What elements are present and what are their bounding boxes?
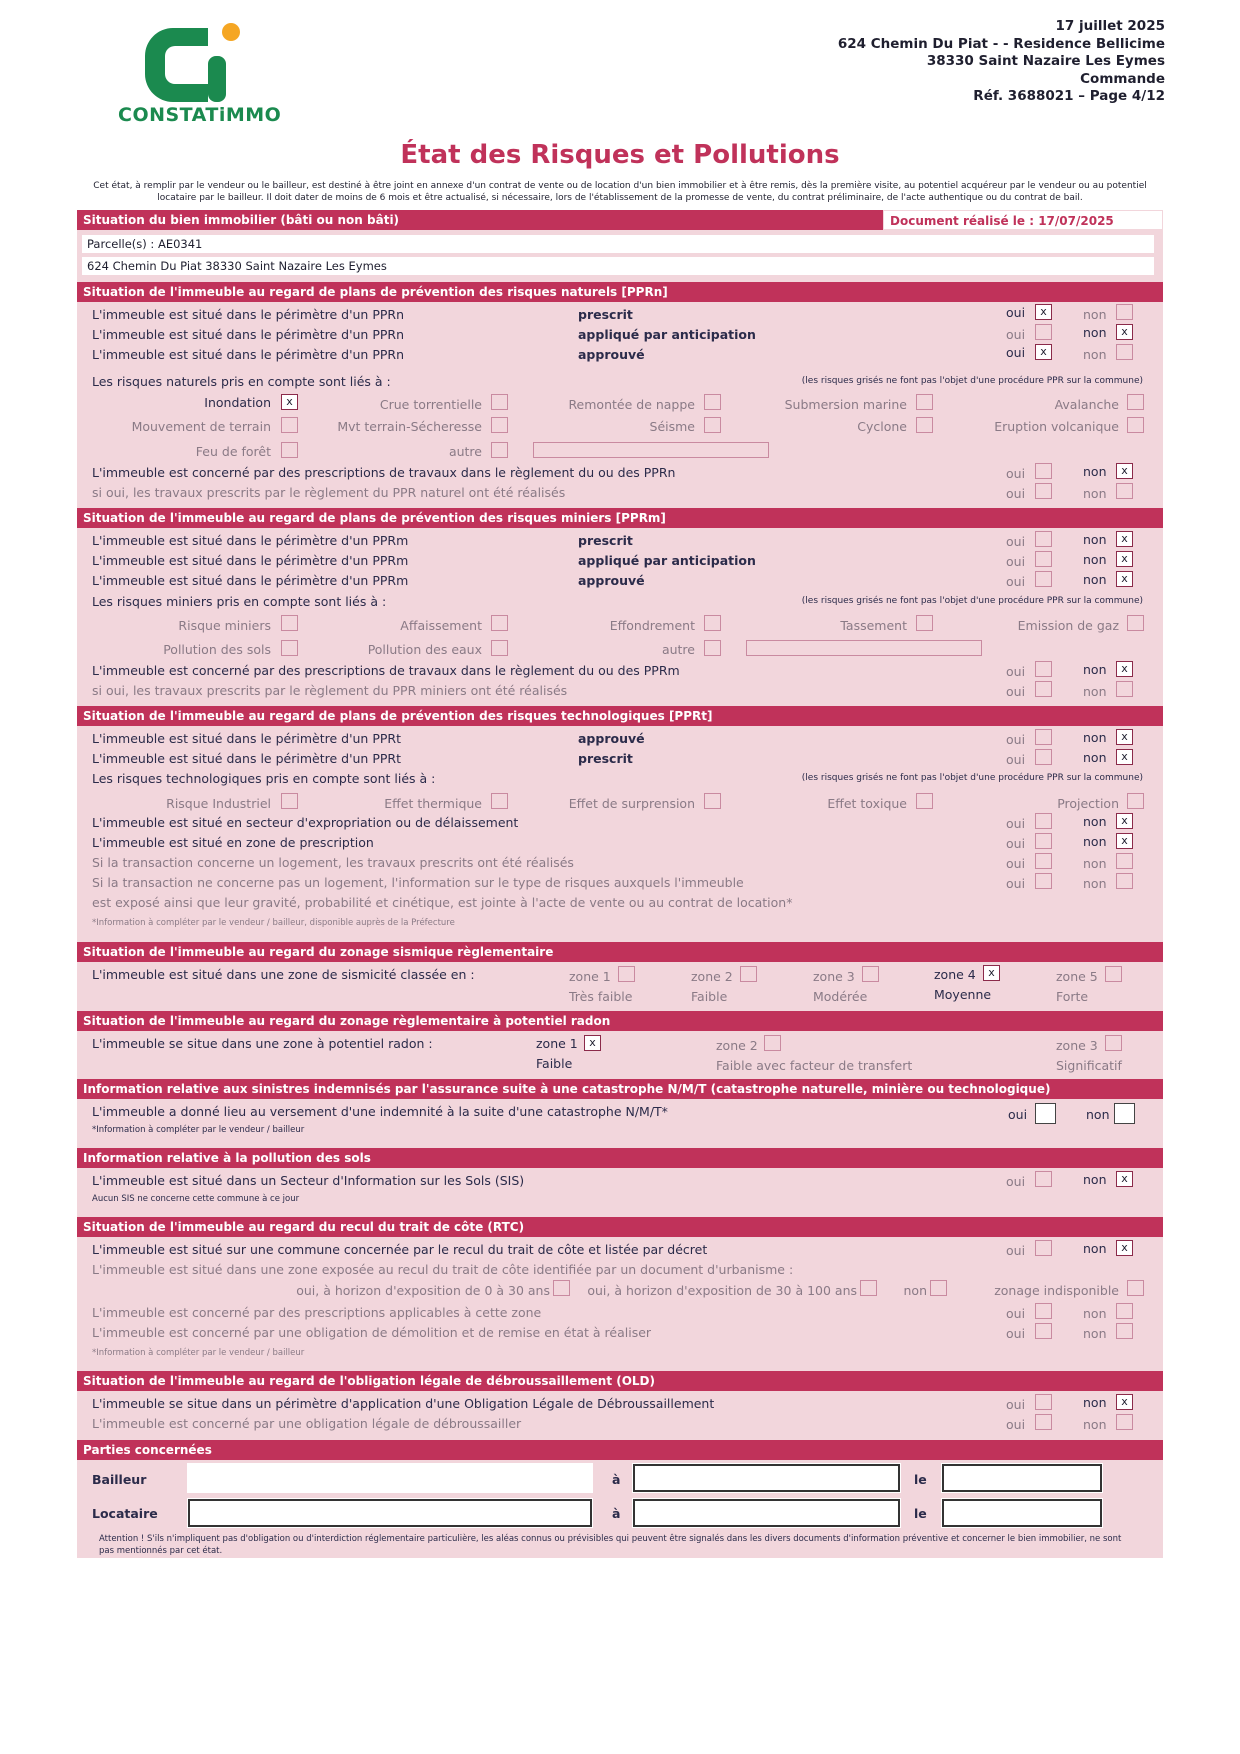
pprn-approuve-non-checkbox[interactable] [1116,344,1133,360]
pprt-approuve: approuvé [578,731,645,746]
risk-surpression: Effet de surprension [568,796,695,811]
risk-eruption-checkbox[interactable] [1127,417,1144,433]
rtc-opt-4-checkbox[interactable] [1127,1280,1144,1296]
risk-autre-input[interactable] [533,442,769,458]
oui-label: oui [1006,1174,1026,1189]
risk-toxique-checkbox[interactable] [916,793,933,809]
section-title-catnat: Information relative aux sinistres indemnisés par l'assurance suite à une catastrophe N/M/T (catastrophe naturelle, minière ou technologique) [77,1079,1163,1099]
sols-note: Aucun SIS ne concerne cette commune à ce jour [92,1194,300,1204]
risk-secheresse-checkbox[interactable] [491,417,508,433]
sols-line: L'immeuble est situé dans un Secteur d'Information sur les Sols (SIS) [92,1173,525,1188]
oui-label: oui [1006,876,1026,891]
pprm-works-non-checkbox[interactable]: x [1116,661,1133,677]
old-line-2: L'immeuble est concerné par une obligation légale de débroussailler [92,1416,522,1431]
non-label: non [1083,1326,1107,1341]
risk-affaissement: Affaissement [400,618,482,633]
oui-label: oui [1006,816,1026,831]
risk-miniers-checkbox[interactable] [281,615,298,631]
address-field: 624 Chemin Du Piat 38330 Saint Nazaire Les Eymes [82,257,1154,275]
risk-inondation-checkbox[interactable]: x [281,394,298,410]
rtc-line1-oui-checkbox[interactable] [1035,1240,1052,1256]
pprt-logement-non-checkbox[interactable] [1116,853,1133,869]
risk-pollution-eaux-checkbox[interactable] [491,640,508,656]
pprm-line-2: L'immeuble est situé dans le périmètre d'un PPRm [92,553,409,568]
pprn-line-1: L'immeuble est situé dans le périmètre d'un PPRn [92,307,405,322]
pprt-nonlog-oui-checkbox[interactable] [1035,873,1052,889]
bailleur-a-label: à [612,1472,621,1487]
non-label: non [1083,464,1107,479]
pprm-prescrit-non-checkbox[interactable]: x [1116,531,1133,547]
risk-submersion: Submersion marine [784,397,907,412]
risk-autre-checkbox[interactable] [491,442,508,458]
pprn-approuve: approuvé [578,347,645,362]
rtc-opt-2-checkbox[interactable] [860,1280,877,1296]
document-date-badge: Document réalisé le : 17/07/2025 [883,210,1163,230]
oui-label: oui [1006,856,1026,871]
risk-projection: Projection [1057,796,1119,811]
bailleur-date-field[interactable] [942,1464,1102,1492]
risk-seisme-checkbox[interactable] [704,417,721,433]
risk-miniers: Risque miniers [178,618,271,633]
pprt-approuve-non-checkbox[interactable]: x [1116,729,1133,745]
rtc-line-4: L'immeuble est concerné par une obligation de démolition et de remise en état à réaliser [92,1325,652,1340]
oui-label: oui [1008,1107,1028,1122]
risk-crue-checkbox[interactable] [491,394,508,410]
zone-4-label: zone 4 [934,967,976,982]
reference: Réf. 3688021 – Page 4/12 [973,88,1165,104]
zone-1-label: zone 1 [569,969,611,984]
pprt-prescr-zone: L'immeuble est situé en zone de prescription [92,835,374,850]
oui-label: oui [1006,486,1026,501]
pprt-expro-oui-checkbox[interactable] [1035,813,1052,829]
risk-effondrement: Effondrement [609,618,695,633]
non-label: non [1083,532,1107,547]
risk-surpression-checkbox[interactable] [704,793,721,809]
bailleur-name-field[interactable] [188,1464,592,1492]
pprt-approuve-oui-checkbox[interactable] [1035,729,1052,745]
risk-tassement: Tassement [840,618,907,633]
pprn-grey-note: (les risques grisés ne font pas l'objet d'une procédure PPR sur la commune) [801,376,1143,386]
rtc-line-3: L'immeuble est concerné par des prescriptions applicables à cette zone [92,1305,542,1320]
pprn-anticipation-non-checkbox[interactable]: x [1116,324,1133,340]
risk-cyclone-checkbox[interactable] [916,417,933,433]
rtc-line-1: L'immeuble est situé sur une commune concernée par le recul du trait de côte et listée par décret [92,1242,708,1257]
risk-thermique: Effet thermique [384,796,482,811]
old-line2-non-checkbox[interactable] [1116,1414,1133,1430]
zone-5-level: Forte [1056,989,1089,1004]
pprn-works-non-checkbox[interactable]: x [1116,463,1133,479]
pprn-approuve-oui-checkbox[interactable]: x [1035,344,1052,360]
sismique-line: L'immeuble est situé dans une zone de sismicité classée en : [92,967,475,982]
pprm-anticipation-oui-checkbox[interactable] [1035,551,1052,567]
page-header [0,0,1240,140]
radon-zone-1-level: Faible [536,1056,573,1071]
non-label: non [1083,572,1107,587]
oui-label: oui [1006,1326,1026,1341]
catnat-oui-checkbox[interactable] [1035,1103,1056,1124]
rtc-opt-3-checkbox[interactable] [930,1280,947,1296]
pprt-logement: Si la transaction concerne un logement, les travaux prescrits ont été réalisés [92,855,574,870]
non-label: non [1083,1172,1107,1187]
risk-feu: Feu de forêt [195,444,271,459]
attention-note: Attention ! S'ils n'impliquent pas d'obligation ou d'interdiction réglementaire particulière, les aléas connus ou prévisibles qui peuvent être signalés dans les divers documents d'information préventive et concerner le bien immobilier, ne sont pas mentionnés par cet état. [99,1534,1122,1556]
risk-gaz-checkbox[interactable] [1127,615,1144,631]
pprt-grey-note: (les risques grisés ne font pas l'objet d'une procédure PPR sur la commune) [801,773,1143,783]
pprn-risks-label: Les risques naturels pris en compte sont liés à : [92,374,391,389]
rtc-opt-2: oui, à horizon d'exposition de 30 à 100 ans [587,1283,857,1298]
risk-tassement-checkbox[interactable] [916,615,933,631]
pprt-non-logement-2: est exposé ainsi que leur gravité, probabilité et cinétique, est jointe à l'acte de vente ou au contrat de location* [92,895,793,910]
non-label: non [1083,1417,1107,1432]
oui-label: oui [1006,1417,1026,1432]
catnat-line: L'immeuble a donné lieu au versement d'une indemnité à la suite d'une catastrophe N/M/T* [92,1104,668,1119]
non-label: non [1083,814,1107,829]
non-label: non [1083,876,1107,891]
zone-5-label: zone 5 [1056,969,1098,984]
zone-1-level: Très faible [569,989,633,1004]
radon-line: L'immeuble se situe dans une zone à potentiel radon : [92,1036,433,1051]
risk-industriel-checkbox[interactable] [281,793,298,809]
oui-label: oui [1006,534,1026,549]
non-label: non [1083,325,1107,340]
address-line-2: 38330 Saint Nazaire Les Eymes [926,53,1165,69]
risk-feu-checkbox[interactable] [281,442,298,458]
risk-projection-checkbox[interactable] [1127,793,1144,809]
sismique-zone-1-checkbox[interactable] [618,966,635,982]
rtc-note: *Information à compléter par le vendeur / bailleur [92,1348,305,1358]
page-title: État des Risques et Pollutions [400,140,840,170]
risk-nappe-checkbox[interactable] [704,394,721,410]
section-title-sols: Information relative à la pollution des sols [77,1148,1163,1168]
old-line2-oui-checkbox[interactable] [1035,1414,1052,1430]
oui-label: oui [1006,1306,1026,1321]
pprm-works-oui-checkbox[interactable] [1035,661,1052,677]
non-label: non [1083,1241,1107,1256]
rtc-opt-1: oui, à horizon d'exposition de 0 à 30 ans [296,1283,550,1298]
pprt-expro: L'immeuble est situé en secteur d'expropriation ou de délaissement [92,815,519,830]
pprm-grey-note: (les risques grisés ne font pas l'objet d'une procédure PPR sur la commune) [801,596,1143,606]
risk-autre: autre [448,444,482,459]
locataire-label: Locataire [92,1506,158,1521]
pprm-approuve-oui-checkbox[interactable] [1035,571,1052,587]
section-title-sismique: Situation de l'immeuble au regard du zonage sismique règlementaire [77,942,1163,962]
pprt-prescr-non-checkbox[interactable]: x [1116,833,1133,849]
pprt-line-1: L'immeuble est situé dans le périmètre d'un PPRt [92,731,401,746]
risk-nappe: Remontée de nappe [568,397,695,412]
pprn-prescrit: prescrit [578,307,633,322]
non-label: non [1083,662,1107,677]
zone-3-level: Modérée [813,989,868,1004]
pprm-prescrit: prescrit [578,533,633,548]
pprm-line-1: L'immeuble est situé dans le périmètre d'un PPRm [92,533,409,548]
risk-avalanche-checkbox[interactable] [1127,394,1144,410]
pprm-approuve-non-checkbox[interactable]: x [1116,571,1133,587]
pprt-prescrit: prescrit [578,751,633,766]
zone-3-label: zone 3 [813,969,855,984]
pprt-prescr-oui-checkbox[interactable] [1035,833,1052,849]
rtc-line1-non-checkbox[interactable]: x [1116,1240,1133,1256]
radon-zone-3-level: Significatif [1056,1058,1122,1073]
radon-zone-2-checkbox[interactable] [764,1035,781,1051]
oui-label: oui [1006,327,1026,342]
pprt-risks-label: Les risques technologiques pris en compte sont liés à : [92,771,436,786]
old-line1-oui-checkbox[interactable] [1035,1394,1052,1410]
pprm-done-oui-checkbox[interactable] [1035,681,1052,697]
risk-inondation: Inondation [204,395,271,410]
pprt-non-logement-1: Si la transaction ne concerne pas un logement, l'information sur le type de risques auxquels l'immeuble [92,875,744,890]
sols-oui-checkbox[interactable] [1035,1171,1052,1187]
non-label: non [1083,750,1107,765]
section-title-pprt: Situation de l'immeuble au regard de plans de prévention des risques technologiques [PPRt] [77,706,1163,726]
pprt-expro-non-checkbox[interactable]: x [1116,813,1133,829]
risk-autre-miniers: autre [661,642,695,657]
non-label: non [1083,552,1107,567]
oui-label: oui [1006,752,1026,767]
zone-4-level: Moyenne [934,987,992,1002]
sismique-zone-4-checkbox[interactable]: x [983,965,1000,981]
non-label: non [1083,856,1107,871]
locataire-le-label: le [914,1506,927,1521]
pprn-works-done: si oui, les travaux prescrits par le règlement du PPR naturel ont été réalisés [92,485,566,500]
sols-non-checkbox[interactable]: x [1116,1171,1133,1187]
oui-label: oui [1006,1243,1026,1258]
oui-label: oui [1006,732,1026,747]
oui-label: oui [1006,1397,1026,1412]
pprm-works: L'immeuble est concerné par des prescriptions de travaux dans le règlement du ou des PPRm [92,663,680,678]
section-title-rtc: Situation de l'immeuble au regard du recul du trait de côte (RTC) [77,1217,1163,1237]
rtc-opt-3: non [903,1283,927,1298]
pprt-prescrit-oui-checkbox[interactable] [1035,749,1052,765]
document-date: 17 juillet 2025 [1055,18,1165,34]
oui-label: oui [1006,554,1026,569]
logo-text: CONSTATiMMO [118,104,282,126]
oui-label: oui [1006,345,1026,360]
pprt-note: *Information à compléter par le vendeur / bailleur, disponible auprès de la Préfecture [92,918,455,928]
non-label: non [1083,1395,1107,1410]
risk-eruption: Eruption volcanique [994,419,1119,434]
oui-label: oui [1006,836,1026,851]
section-title-radon: Situation de l'immeuble au regard du zonage règlementaire à potentiel radon [77,1011,1163,1031]
risk-gaz: Emission de gaz [1017,618,1119,633]
non-label: non [1083,834,1107,849]
risk-mouvement: Mouvement de terrain [131,419,271,434]
radon-zone-3-label: zone 3 [1056,1038,1098,1053]
risk-toxique: Effet toxique [827,796,907,811]
catnat-non-checkbox[interactable] [1114,1103,1135,1124]
non-label: non [1083,730,1107,745]
sismique-zone-2-checkbox[interactable] [740,966,757,982]
non-label: non [1083,1306,1107,1321]
non-label: non [1083,486,1107,501]
pprn-anticipation: appliqué par anticipation [578,327,756,342]
old-line1-non-checkbox[interactable]: x [1116,1394,1133,1410]
oui-label: oui [1006,684,1026,699]
pprm-prescrit-oui-checkbox[interactable] [1035,531,1052,547]
radon-zone-1-checkbox[interactable]: x [584,1035,601,1051]
erp-form [77,210,1163,1558]
risk-seisme: Séisme [649,419,695,434]
risk-industriel: Risque Industriel [166,796,271,811]
non-label: non [1083,307,1107,322]
oui-label: oui [1006,574,1026,589]
pprm-approuve: approuvé [578,573,645,588]
rtc-line4-non-checkbox[interactable] [1116,1323,1133,1339]
pprm-anticipation: appliqué par anticipation [578,553,756,568]
risk-cyclone: Cyclone [857,419,907,434]
pprn-works-oui-checkbox[interactable] [1035,463,1052,479]
non-label: non [1083,347,1107,362]
risk-mouvement-checkbox[interactable] [281,417,298,433]
pprn-done-non-checkbox[interactable] [1116,483,1133,499]
section-title-pprn: Situation de l'immeuble au regard de plans de prévention des risques naturels [PPRn] [77,282,1163,302]
rtc-opt-1-checkbox[interactable] [553,1280,570,1296]
section-title-pprm: Situation de l'immeuble au regard de plans de prévention des risques miniers [PPRm] [77,508,1163,528]
risk-secheresse: Mvt terrain-Sécheresse [337,419,482,434]
pprn-line-2: L'immeuble est situé dans le périmètre d'un PPRn [92,327,405,342]
risk-avalanche: Avalanche [1054,397,1119,412]
risk-affaissement-checkbox[interactable] [491,615,508,631]
pprn-works: L'immeuble est concerné par des prescriptions de travaux dans le règlement du ou des PPRn [92,465,676,480]
pprn-prescrit-non-checkbox[interactable] [1116,304,1133,320]
sismique-zone-5-checkbox[interactable] [1105,966,1122,982]
pprm-line-3: L'immeuble est situé dans le périmètre d'un PPRm [92,573,409,588]
locataire-date-field[interactable] [942,1499,1102,1527]
rtc-line3-non-checkbox[interactable] [1116,1303,1133,1319]
parcelles-field: Parcelle(s) : AE0341 [82,235,1154,253]
oui-label: oui [1006,305,1026,320]
pprn-prescrit-oui-checkbox[interactable]: x [1035,304,1052,320]
old-line-1: L'immeuble se situe dans un périmètre d'application d'une Obligation Légale de Débroussaillement [92,1396,715,1411]
locataire-name-field[interactable] [188,1499,592,1527]
rtc-line3-oui-checkbox[interactable] [1035,1303,1052,1319]
pprt-nonlog-non-checkbox[interactable] [1116,873,1133,889]
locataire-a-label: à [612,1506,621,1521]
pprm-done-non-checkbox[interactable] [1116,681,1133,697]
risk-autre-miniers-input[interactable] [746,640,982,656]
zone-2-level: Faible [691,989,728,1004]
pprm-anticipation-non-checkbox[interactable]: x [1116,551,1133,567]
pprm-risks-label: Les risques miniers pris en compte sont liés à : [92,594,387,609]
section-title-situation: Situation du bien immobilier (bâti ou non bâti) [77,210,883,230]
bailleur-le-label: le [914,1472,927,1487]
sismique-zone-3-checkbox[interactable] [862,966,879,982]
pprn-anticipation-oui-checkbox[interactable] [1035,324,1052,340]
pprt-prescrit-non-checkbox[interactable]: x [1116,749,1133,765]
rtc-line-2: L'immeuble est situé dans une zone exposée au recul du trait de côte identifiée par un document d'urbanisme : [92,1262,794,1277]
catnat-note: *Information à compléter par le vendeur / bailleur [92,1125,305,1135]
order-label: Commande [1080,70,1165,87]
non-label: non [1086,1107,1110,1122]
section-title-parties: Parties concernées [77,1440,1163,1460]
intro-text: Cet état, à remplir par le vendeur ou le bailleur, est destiné à être joint en annexe d'un contrat de vente ou de location d'un bien immobilier et à être remis, dès la première visite, au potentiel acquéreur par le vendeur ou au potentiel locataire par le bailleur. Il doit dater de moins de 6 mois et être actualisé, si nécessaire, lors de l'établissement de la promesse de vente, du contrat préliminaire, de l'acte authentique ou du contrat de bail. [93,181,1147,203]
risk-effondrement-checkbox[interactable] [704,615,721,631]
section-title-old: Situation de l'immeuble au regard de l'obligation légale de débroussaillement (OLD) [77,1371,1163,1391]
header-info [838,18,1165,106]
radon-zone-2-level: Faible avec facteur de transfert [716,1058,913,1073]
radon-zone-2-label: zone 2 [716,1038,758,1053]
risk-pollution-sols-checkbox[interactable] [281,640,298,656]
radon-zone-3-checkbox[interactable] [1105,1035,1122,1051]
pprn-done-oui-checkbox[interactable] [1035,483,1052,499]
zone-2-label: zone 2 [691,969,733,984]
radon-zone-1-label: zone 1 [536,1036,578,1051]
rtc-line4-oui-checkbox[interactable] [1035,1323,1052,1339]
risk-pollution-sols: Pollution des sols [163,642,271,657]
address-line-1: 624 Chemin Du Piat - - Residence Bellicime [837,35,1165,52]
locataire-place-field[interactable] [633,1499,900,1527]
pprm-works-done: si oui, les travaux prescrits par le règlement du PPR miniers ont été réalisés [92,683,568,698]
bailleur-label: Bailleur [92,1472,147,1487]
risk-thermique-checkbox[interactable] [491,793,508,809]
pprt-logement-oui-checkbox[interactable] [1035,853,1052,869]
oui-label: oui [1006,664,1026,679]
oui-label: oui [1006,466,1026,481]
rtc-opt-4: zonage indisponible [994,1283,1119,1298]
pprt-line-2: L'immeuble est situé dans le périmètre d'un PPRt [92,751,401,766]
risk-crue: Crue torrentielle [379,397,482,412]
risk-submersion-checkbox[interactable] [916,394,933,410]
risk-pollution-eaux: Pollution des eaux [367,642,482,657]
non-label: non [1083,684,1107,699]
risk-autre-miniers-checkbox[interactable] [704,640,721,656]
pprn-line-3: L'immeuble est situé dans le périmètre d'un PPRn [92,347,405,362]
bailleur-place-field[interactable] [633,1464,900,1492]
